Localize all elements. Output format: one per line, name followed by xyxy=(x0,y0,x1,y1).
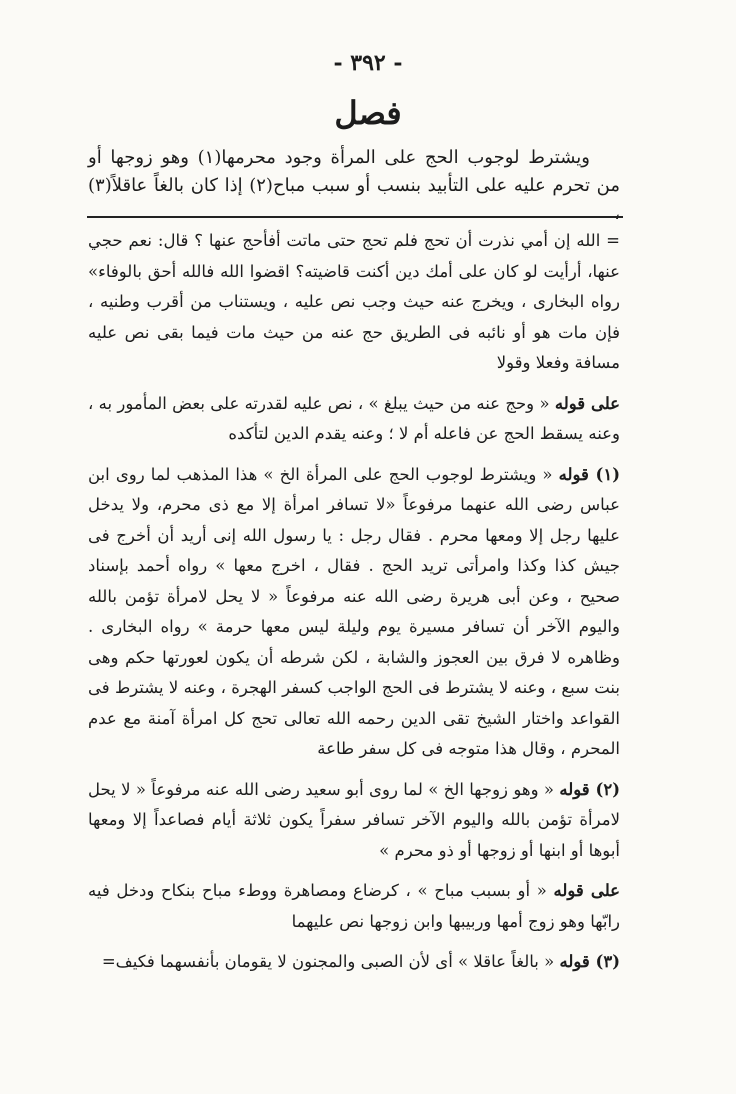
footnote-text: = الله إن أمي نذرت أن تحج فلم تحج حتى ماتت أفأحج عنها ؟ قال: نعم حجي عنها، أرأيت لو كان على أمك دين أكنت قاضيته؟ اقضوا الله فالله أحق بالوفاء» رواه البخارى ، ويخرج عنه حيث وجب نص عليه ، ويستناب من أقرب وطنيه ، فإن مات هو أو نائبه فى الطريق حج عنه من حيث مات فيما بقى نص عليه مسافة وفعلا وقولا xyxy=(88,231,620,372)
footnote-commentary-2 xyxy=(88,876,620,937)
footnote-divider xyxy=(87,216,623,218)
footnotes xyxy=(88,226,620,978)
footnote-text: « أو بسبب مباح » ، كرضاع ومصاهرة ووطء مباح بنكاح ودخل فيه رابّها وهو زوج أمها وربيبها وابن زوجها نص عليهما xyxy=(88,881,620,931)
footnote-1 xyxy=(88,460,620,765)
footnote-2 xyxy=(88,775,620,867)
page-number: - ٣٩٢ - xyxy=(333,50,403,76)
footnote-label: على قوله xyxy=(553,881,620,900)
footnote-3 xyxy=(88,947,620,978)
footnote-label: على قوله xyxy=(554,393,621,413)
footnote-continuation xyxy=(88,226,620,379)
footnote-text: « بالغاً عاقلا » أى لأن الصبى والمجنون لا يقومان بأنفسهما فكيف= xyxy=(101,952,555,971)
footnote-label: (٣) قوله xyxy=(559,952,620,971)
section-title: فصل xyxy=(334,94,402,132)
footnote-text: « وحج عنه من حيث يبلغ » ، نص عليه لقدرته على بعض المأمور به ، وعنه يسقط الحج عن فاعله أم لا ؛ وعنه يقدم الدين لتأكده xyxy=(88,393,620,443)
main-text: ويشترط لوجوب الحج على المرأة وجود محرمها(١) وهو زوجها أو من تحرم عليه على التأبيد بنسب أو سبب مباح(٢) إذا كان بالغاً عاقلاً(٣) ، xyxy=(88,147,620,224)
footnote-text: « ويشترط لوجوب الحج على المرأة الخ » هذا المذهب لما روى ابن عباس رضى الله عنهما مرفوعاً «لا تسافر امرأة إلا مع ذى محرم، ولا يدخل عليها رجل إلا ومعها محرم . فقال رجل : يا رسول الله إنى أريد أن أخرج فى جيش كذا وكذا وامرأتى تريد الحج . فقال ، اخرج معها » رواه أحمد بإسناد صحيح ، وعن أبى هريرة رضى الله عنه مرفوعاً « لا يحل لامرأة تؤمن بالله واليوم الآخر أن تسافر مسيرة يوم وليلة ليس معها حرمة » رواه البخارى . وظاهره لا فرق بين العجوز والشابة ، لكن شرطه أن يكون لعورتها حكم وهى بنت سبع ، وعنه لا يشترط فى الحج الواجب كسفر الهجرة ، وعنه لا يشترط فى القواعد واختار الشيخ تقى الدين رحمه الله تعالى تحج كل امرأة آمنة مع عدم المحرم ، وقال هذا متوجه فى كل سفر طاعة xyxy=(88,464,620,758)
footnote-text: « وهو زوجها الخ » لما روى أبو سعيد رضى الله عنه مرفوعاً « لا يحل لامرأة تؤمن بالله واليوم الآخر تسافر سفراً يكون ثلاثة أيام فصاعداً إلا ومعها أبوها أو ابنها أو زوجها أو ذو محرم » xyxy=(88,779,620,860)
footnote-label: (١) قوله xyxy=(558,464,620,484)
footnote-label: (٢) قوله xyxy=(559,779,621,799)
footnote-commentary xyxy=(88,389,620,450)
